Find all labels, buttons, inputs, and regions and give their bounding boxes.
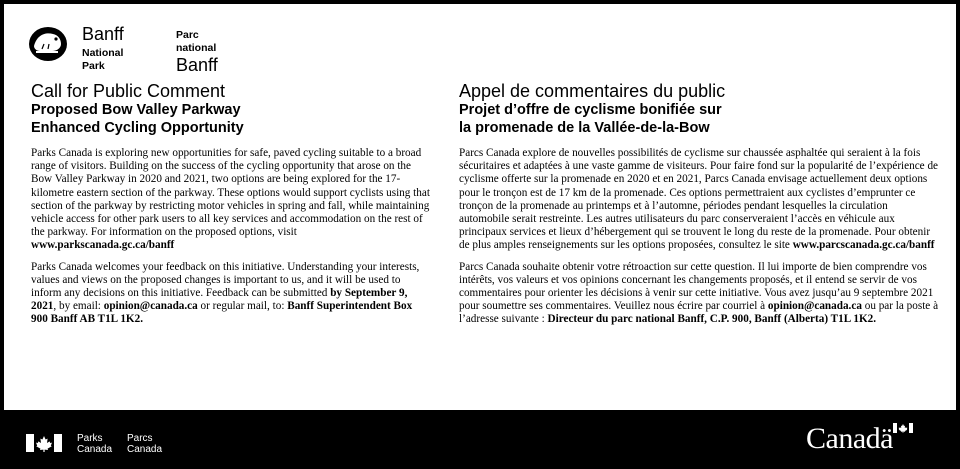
french-email-link[interactable]: opinion@canada.ca [767, 300, 862, 313]
beaver-icon [28, 24, 68, 62]
french-subheading-line1: Projet d’offre de cyclisme bonifiée sur [459, 102, 722, 118]
english-heading: Call for Public Comment [31, 81, 226, 101]
english-deadline: by September 9, 2021 [31, 287, 408, 313]
logo-national-park: National Park [82, 47, 124, 72]
logo-banff-en: Banff [82, 24, 124, 44]
english-para2-mail-lead: or regular mail, to: [200, 300, 285, 313]
logo-english-text [82, 24, 124, 73]
canada-flag-icon [26, 434, 62, 452]
french-paragraph-1 [459, 147, 939, 253]
french-mailing-address: Directeur du parc national Banff, C.P. 900, Banff (Alberta) T1L 1K2. [547, 313, 877, 326]
footer-parcs-canada-fr [127, 433, 162, 455]
wordmark-flag-icon [893, 423, 913, 433]
english-website-link[interactable]: www.parkscanada.gc.ca/banff [31, 239, 175, 252]
footer-parcs: Parcs [127, 433, 153, 444]
logo-french-text [176, 24, 218, 75]
french-subheading-line2: la promenade de la Vallée-de-la-Bow [459, 120, 710, 136]
french-paragraph-2 [459, 261, 939, 327]
french-para2-text: Parcs Canada souhaite obtenir votre rétroaction sur cette question. Il lui importe de bien comprendre vos intérêts, vos valeurs et vos opinions concernant les changements proposés, et il entend se servir de vos commentaires pour orienter les décisions à venir sur cette initiative. Vous avez jusqu’au 9 septembre 2021 pour soumettre ses commentaires. Veuillez nous écrire par courriel à [459, 260, 934, 313]
english-subheading [31, 101, 431, 137]
french-subheading [459, 101, 939, 137]
french-website-link[interactable]: www.parcscanada.gc.ca/banff [792, 239, 935, 252]
english-paragraph-1 [31, 147, 431, 253]
english-para2-email-lead: , by email: [53, 300, 101, 313]
canada-wordmark: Canadä [806, 422, 893, 455]
english-para1-text: Parks Canada is exploring new opportunities for safe, paved cycling suitable to a broad range of visitors. Building on the success of the cycling opportunity that arose on the Bow Valley Parkway in 2020 and 2021, two options are being explored for the 17-kilometre eastern section of the parkway. These options would support cyclists using that section of the parkway by restricting motor vehicles in spring and fall, while maintaining vehicle access for other park users to all key services and accommodation on the rest of the parkway. For information on the proposed options, visit [31, 147, 430, 239]
french-para1-text: Parcs Canada explore de nouvelles possibilités de cyclisme sur chaussée asphaltée qui seraient à la fois sécuritaires et adaptées à une vaste gamme de visiteurs. Pour faire fond sur la popularité de l’expérience de cyclisme offerte sur la promenade en 2020 et en 2021, Parcs Canada envisage actuellement deux options pour le tronçon est de 17 km de la promenade. Ces options permettraient aux cyclistes d’emprunter ce tronçon de la promenade au printemps et à l’automne, périodes pendant lesquelles la circulation automobile serait restreinte. Les autres utilisateurs du parc conserveraient l’accès en véhicule aux principaux services et lieux d’hébergement qui se trouvent le long du reste de la promenade. Pour obtenir de plus amples renseignements sur les options proposées, consultez le site [459, 147, 939, 252]
footer-bar [0, 410, 960, 469]
french-heading: Appel de commentaires du public [459, 81, 726, 101]
french-column [459, 81, 939, 327]
footer-parks-canada-en [77, 433, 112, 455]
logo-parc-national: Parc national [176, 29, 217, 54]
english-email-link[interactable]: opinion@canada.ca [103, 300, 198, 313]
english-mailing-address: Banff Superintendent Box 900 Banff AB T1L 1K2. [31, 300, 413, 326]
footer-canada-en: Canada [77, 444, 113, 455]
logo-banff-fr: Banff [176, 55, 218, 75]
footer-canada-fr: Canada [127, 444, 163, 455]
english-para2-text: Parks Canada welcomes your feedback on this initiative. Understanding your interests, values and views on the proposed changes is important to us, and it will be used to inform any decisions on this initiative. Feedback can be submitted [31, 260, 420, 300]
english-paragraph-2 [31, 261, 431, 327]
english-subheading-line2: Enhanced Cycling Opportunity [31, 120, 244, 136]
english-subheading-line1: Proposed Bow Valley Parkway [31, 102, 241, 118]
footer-parks: Parks [77, 433, 103, 444]
french-para2-mail-lead: ou par la poste à l’adresse suivante : [459, 300, 939, 326]
english-column [31, 81, 431, 327]
